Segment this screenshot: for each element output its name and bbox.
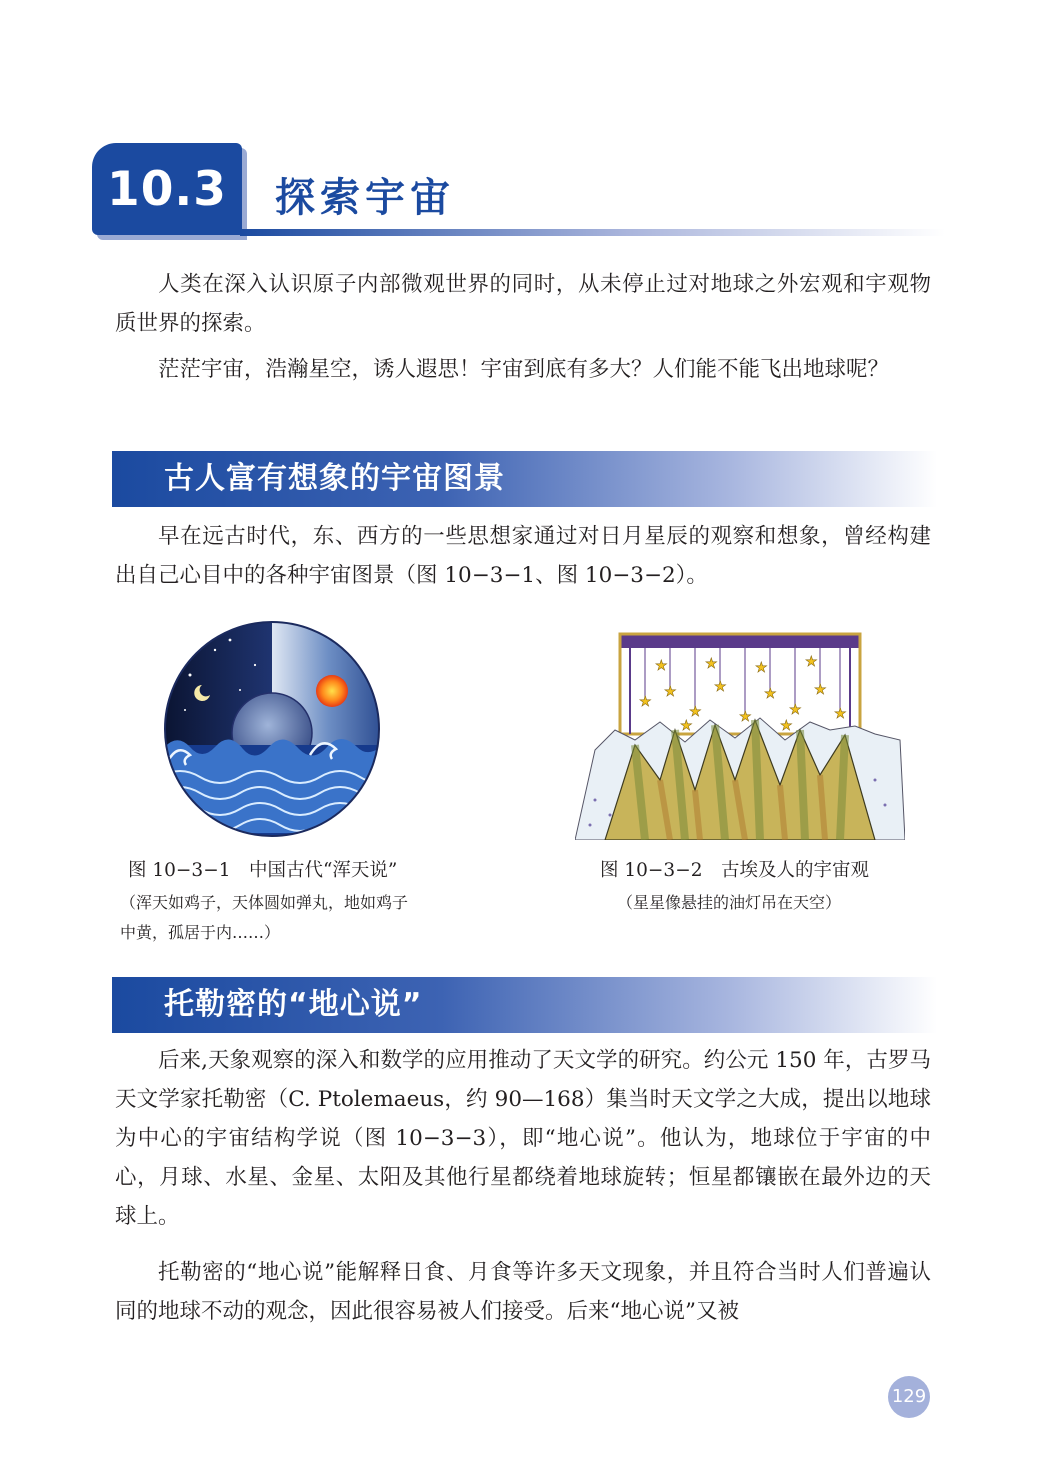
huntian-cosmos-illustration: [160, 615, 385, 847]
svg-text:★: ★: [780, 718, 793, 734]
page-number: 129: [888, 1376, 930, 1418]
section2-paragraph-1: 后来,天象观察的深入和数学的应用推动了天文学的研究。约公元 150 年，古罗马天文学家托勒密（C. Ptolemaeus，约 90—168）集当时天文学之大成，提出以地球为中心的宇宙结构学说（图 10−3−3），即“地心说”。他认为，地球位于宇宙的中心，月球、水星、金星、太阳及其他行星都绕着地球旋转；恒星都镶嵌在最外边的天球上。: [115, 1048, 931, 1229]
svg-text:★: ★: [714, 679, 727, 695]
svg-text:★: ★: [739, 709, 752, 725]
svg-text:★: ★: [814, 682, 827, 698]
svg-text:★: ★: [705, 656, 718, 672]
figure-1-caption: 图 10−3−1 中国古代“浑天说”: [128, 860, 398, 881]
svg-text:★: ★: [689, 704, 702, 720]
egyptian-cosmos-illustration: [575, 630, 905, 840]
figure-1-note: （浑天如鸡子，天体圆如弹丸，地如鸡子中黄，孤居于内……）: [120, 893, 409, 942]
chapter-number: 10.3: [92, 143, 242, 235]
chapter-underline: [240, 229, 945, 236]
intro-paragraph-2: 茫茫宇宙，浩瀚星空，诱人遐思！宇宙到底有多大？人们能不能飞出地球呢？: [158, 357, 890, 382]
section2-paragraph-2: 托勒密的“地心说”能解释日食、月食等许多天文现象，并且符合当时人们普遍认同的地球不动的观念，因此很容易被人们接受。后来“地心说”又被: [115, 1260, 931, 1324]
svg-text:★: ★: [664, 684, 677, 700]
svg-text:★: ★: [755, 660, 768, 676]
section-heading-ancient-cosmos: 古人富有想象的宇宙图景: [112, 451, 937, 507]
svg-text:★: ★: [680, 718, 693, 734]
svg-text:★: ★: [639, 694, 652, 710]
intro-paragraph-1: 人类在深入认识原子内部微观世界的同时，从未停止过对地球之外宏观和宇观物质世界的探索。: [115, 272, 931, 336]
svg-text:★: ★: [805, 654, 818, 670]
chapter-title: 探索宇宙: [275, 175, 455, 221]
svg-text:★: ★: [655, 658, 668, 674]
section-heading-geocentric: 托勒密的“地心说”: [112, 977, 937, 1033]
svg-text:★: ★: [789, 702, 802, 718]
figure-2-note: （星星像悬挂的油灯吊在天空）: [617, 893, 842, 912]
svg-text:★: ★: [764, 686, 777, 702]
svg-text:★: ★: [834, 706, 847, 722]
section1-paragraph-1: 早在远古时代，东、西方的一些思想家通过对日月星辰的观察和想象，曾经构建出自己心目中的各种宇宙图景（图 10−3−1、图 10−3−2）。: [115, 524, 931, 588]
figure-2-caption: 图 10−3−2 古埃及人的宇宙观: [600, 860, 869, 881]
